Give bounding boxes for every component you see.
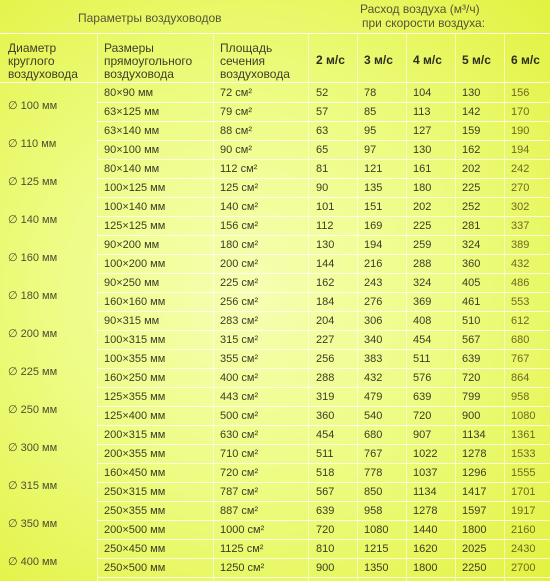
flow-cell-6ms: 1361 [511, 429, 536, 441]
flow-cell-2ms: 518 [316, 467, 335, 479]
flow-cell-2ms: 81 [316, 163, 329, 175]
header-divider [0, 33, 550, 34]
area-cell: 225 см² [220, 277, 259, 289]
column-divider [97, 35, 98, 581]
rect-size-cell: 63×140 мм [104, 125, 160, 137]
area-cell: 443 см² [220, 391, 259, 403]
rect-size-cell: 160×250 мм [104, 372, 166, 384]
row-divider [97, 425, 550, 426]
flow-cell-5ms: 2250 [462, 562, 487, 574]
flow-cell-2ms: 639 [316, 505, 335, 517]
flow-cell-3ms: 121 [364, 163, 383, 175]
flow-cell-2ms: 52 [316, 87, 329, 99]
flow-cell-6ms: 389 [511, 239, 530, 251]
flow-cell-3ms: 216 [364, 258, 383, 270]
rect-header-line: воздуховода [104, 67, 174, 81]
area-header-line: воздуховода [220, 67, 290, 81]
flow-cell-4ms: 113 [413, 106, 431, 118]
rect-size-cell: 80×90 мм [104, 87, 154, 99]
column-divider [455, 33, 456, 581]
flow-cell-5ms: 360 [462, 258, 481, 270]
flow-cell-3ms: 479 [364, 391, 383, 403]
flow-cell-4ms: 1278 [413, 505, 438, 517]
flow-cell-5ms: 639 [462, 353, 481, 365]
row-divider [97, 463, 550, 464]
flow-cell-6ms: 1080 [511, 410, 536, 422]
area-cell: 315 см² [220, 334, 259, 346]
area-cell: 125 см² [220, 182, 259, 194]
row-divider [97, 368, 550, 369]
row-divider [97, 254, 550, 255]
rect-size-cell: 250×500 мм [104, 562, 166, 574]
flow-cell-6ms: 302 [511, 201, 530, 213]
rect-size-cell: 125×125 мм [104, 220, 166, 232]
flow-cell-3ms: 85 [364, 106, 377, 118]
area-cell: 1250 см² [220, 562, 265, 574]
diameter-cell: ∅ 100 мм [8, 100, 58, 112]
flow-cell-2ms: 90 [316, 182, 329, 194]
row-divider [97, 349, 550, 350]
row-divider [97, 102, 550, 103]
speed-header-4: 4 м/с [413, 53, 442, 67]
area-cell: 787 см² [220, 486, 259, 498]
diameter-cell: ∅ 180 мм [8, 290, 58, 302]
diameter-cell: ∅ 315 мм [8, 480, 58, 492]
area-header-line: Площадь [220, 41, 273, 55]
flow-cell-4ms: 1440 [413, 524, 438, 536]
flow-cell-2ms: 57 [316, 106, 329, 118]
rect-header-line: прямоугольного [104, 54, 193, 68]
speed-header-5: 5 м/с [462, 53, 491, 67]
row-divider [97, 121, 550, 122]
flow-cell-6ms: 432 [511, 258, 530, 270]
area-cell: 256 см² [220, 296, 259, 308]
area-cell: 140 см² [220, 201, 259, 213]
flow-cell-4ms: 1134 [413, 486, 437, 498]
flow-cell-3ms: 169 [364, 220, 383, 232]
rect-size-cell: 90×100 мм [104, 144, 160, 156]
column-divider [504, 33, 505, 581]
flow-cell-3ms: 958 [364, 505, 383, 517]
column-divider [357, 33, 358, 581]
flow-cell-4ms: 1800 [413, 562, 438, 574]
flow-cell-4ms: 369 [413, 296, 432, 308]
flow-cell-3ms: 1215 [364, 543, 389, 555]
speed-header-3: 3 м/с [364, 53, 393, 67]
diameter-header-line: круглого [8, 54, 55, 68]
flow-cell-4ms: 511 [413, 353, 431, 365]
flow-cell-2ms: 65 [316, 144, 329, 156]
diameter-cell: ∅ 400 мм [8, 556, 58, 568]
flow-cell-2ms: 319 [316, 391, 335, 403]
flow-cell-2ms: 227 [316, 334, 335, 346]
area-cell: 400 см² [220, 372, 259, 384]
flow-cell-6ms: 337 [511, 220, 530, 232]
flow-cell-4ms: 720 [413, 410, 432, 422]
diameter-cell: ∅ 125 мм [8, 176, 58, 188]
area-header-line: сечения [220, 54, 266, 68]
flow-cell-2ms: 720 [316, 524, 335, 536]
flow-cell-3ms: 1080 [364, 524, 389, 536]
flow-cell-4ms: 1620 [413, 543, 438, 555]
row-divider [97, 311, 550, 312]
flow-cell-3ms: 97 [364, 144, 377, 156]
flow-cell-4ms: 161 [413, 163, 432, 175]
area-cell: 710 см² [220, 448, 259, 460]
rect-size-cell: 90×200 мм [104, 239, 160, 251]
rect-size-cell: 200×500 мм [104, 524, 166, 536]
row-divider [97, 406, 550, 407]
flow-cell-6ms: 1917 [511, 505, 536, 517]
area-cell: 79 см² [220, 106, 253, 118]
flow-cell-3ms: 340 [364, 334, 383, 346]
flow-cell-5ms: 461 [462, 296, 481, 308]
row-divider [97, 482, 550, 483]
row-divider [97, 520, 550, 521]
area-cell: 72 см² [220, 87, 253, 99]
flow-group-subheader: при скорости воздуха: [362, 16, 486, 30]
flow-cell-6ms: 170 [511, 106, 530, 118]
flow-cell-4ms: 408 [413, 315, 432, 327]
flow-cell-6ms: 1701 [511, 486, 536, 498]
flow-cell-3ms: 850 [364, 486, 383, 498]
flow-cell-4ms: 639 [413, 391, 432, 403]
diameter-cell: ∅ 140 мм [8, 214, 58, 226]
flow-cell-2ms: 567 [316, 486, 335, 498]
rect-size-cell: 100×140 мм [104, 201, 166, 213]
area-cell: 88 см² [220, 125, 253, 137]
flow-cell-3ms: 78 [364, 87, 377, 99]
flow-cell-4ms: 324 [413, 277, 432, 289]
area-cell: 112 см² [220, 163, 258, 175]
flow-cell-5ms: 1417 [462, 486, 487, 498]
rect-size-cell: 100×315 мм [104, 334, 166, 346]
flow-cell-4ms: 104 [413, 87, 432, 99]
flow-cell-5ms: 202 [462, 163, 481, 175]
flow-cell-5ms: 720 [462, 372, 481, 384]
flow-cell-3ms: 1350 [364, 562, 389, 574]
rect-size-cell: 160×160 мм [104, 296, 166, 308]
diameter-cell: ∅ 300 мм [8, 442, 58, 454]
params-group-header: Параметры воздуховодов [78, 11, 222, 25]
flow-cell-3ms: 680 [364, 429, 383, 441]
area-cell: 180 см² [220, 239, 259, 251]
rect-size-cell: 200×355 мм [104, 448, 166, 460]
flow-cell-5ms: 1134 [462, 429, 486, 441]
rect-size-cell: 100×200 мм [104, 258, 166, 270]
rect-size-cell: 80×140 мм [104, 163, 160, 175]
area-cell: 283 см² [220, 315, 259, 327]
flow-cell-5ms: 142 [462, 106, 481, 118]
flow-cell-4ms: 259 [413, 239, 432, 251]
area-column-header [220, 42, 290, 81]
flow-cell-4ms: 130 [413, 144, 432, 156]
flow-cell-3ms: 243 [364, 277, 383, 289]
flow-cell-4ms: 225 [413, 220, 432, 232]
row-divider [97, 273, 550, 274]
flow-cell-3ms: 151 [364, 201, 383, 213]
flow-cell-3ms: 135 [364, 182, 383, 194]
area-cell: 887 см² [220, 505, 259, 517]
row-divider [97, 577, 550, 578]
row-divider [97, 501, 550, 502]
flow-cell-4ms: 907 [413, 429, 432, 441]
diameter-header-line: Диаметр [8, 41, 57, 55]
flow-cell-6ms: 553 [511, 296, 530, 308]
row-divider [97, 292, 550, 293]
flow-cell-2ms: 360 [316, 410, 335, 422]
flow-cell-5ms: 225 [462, 182, 481, 194]
flow-cell-3ms: 95 [364, 125, 377, 137]
flow-cell-3ms: 432 [364, 372, 383, 384]
row-divider [97, 197, 550, 198]
rect-size-cell: 63×125 мм [104, 106, 160, 118]
flow-cell-2ms: 256 [316, 353, 335, 365]
row-divider [97, 216, 550, 217]
row-divider [97, 178, 550, 179]
flow-cell-4ms: 202 [413, 201, 432, 213]
flow-cell-5ms: 324 [462, 239, 481, 251]
flow-cell-5ms: 799 [462, 391, 481, 403]
area-cell: 200 см² [220, 258, 259, 270]
flow-cell-4ms: 127 [413, 125, 432, 137]
rect-size-cell: 200×315 мм [104, 429, 166, 441]
flow-cell-6ms: 270 [511, 182, 530, 194]
area-cell: 156 см² [220, 220, 259, 232]
flow-cell-2ms: 184 [316, 296, 335, 308]
flow-cell-3ms: 778 [364, 467, 383, 479]
flow-cell-3ms: 194 [364, 239, 383, 251]
diameter-cell: ∅ 250 мм [8, 404, 58, 416]
flow-cell-3ms: 767 [364, 448, 383, 460]
flow-cell-4ms: 288 [413, 258, 432, 270]
flow-cell-5ms: 252 [462, 201, 481, 213]
flow-cell-6ms: 1555 [511, 467, 536, 479]
area-cell: 1000 см² [220, 524, 265, 536]
column-divider [213, 35, 214, 581]
flow-group-header: Расход воздуха (м³/ч) [360, 2, 480, 16]
row-divider [97, 558, 550, 559]
flow-cell-5ms: 1800 [462, 524, 487, 536]
flow-cell-3ms: 540 [364, 410, 383, 422]
row-divider [97, 330, 550, 331]
flow-cell-4ms: 454 [413, 334, 432, 346]
flow-cell-6ms: 1533 [511, 448, 536, 460]
diameter-cell: ∅ 200 мм [8, 328, 58, 340]
flow-cell-2ms: 162 [316, 277, 335, 289]
area-cell: 1125 см² [220, 543, 264, 555]
flow-cell-6ms: 767 [511, 353, 530, 365]
diameter-cell: ∅ 110 мм [8, 138, 57, 150]
flow-cell-5ms: 900 [462, 410, 481, 422]
flow-cell-5ms: 281 [462, 220, 481, 232]
flow-cell-6ms: 864 [511, 372, 530, 384]
flow-cell-5ms: 510 [462, 315, 481, 327]
flow-cell-6ms: 612 [511, 315, 530, 327]
flow-cell-6ms: 958 [511, 391, 530, 403]
rect-size-cell: 100×355 мм [104, 353, 166, 365]
flow-cell-2ms: 63 [316, 125, 329, 137]
diameter-cell: ∅ 225 мм [8, 366, 58, 378]
row-divider [97, 159, 550, 160]
flow-cell-5ms: 405 [462, 277, 481, 289]
flow-cell-2ms: 144 [316, 258, 335, 270]
row-divider [97, 140, 550, 141]
diameter-cell: ∅ 160 мм [8, 252, 58, 264]
area-cell: 500 см² [220, 410, 259, 422]
flow-cell-6ms: 486 [511, 277, 530, 289]
area-cell: 720 см² [220, 467, 259, 479]
flow-cell-2ms: 511 [316, 448, 334, 460]
flow-cell-5ms: 567 [462, 334, 481, 346]
rect-size-cell: 250×450 мм [104, 543, 166, 555]
row-divider [97, 539, 550, 540]
flow-cell-4ms: 1037 [413, 467, 438, 479]
rect-size-column-header [104, 42, 192, 81]
flow-cell-6ms: 680 [511, 334, 530, 346]
flow-cell-2ms: 130 [316, 239, 335, 251]
rect-size-cell: 250×315 мм [104, 486, 166, 498]
diameter-column-header [8, 42, 78, 81]
area-cell: 355 см² [220, 353, 259, 365]
flow-cell-5ms: 159 [462, 125, 481, 137]
speed-header-2: 2 м/с [316, 53, 345, 67]
flow-cell-6ms: 190 [511, 125, 530, 137]
column-divider [308, 33, 309, 581]
flow-cell-2ms: 204 [316, 315, 335, 327]
row-divider [97, 387, 550, 388]
rect-size-cell: 250×355 мм [104, 505, 166, 517]
diameter-header-line: воздуховода [8, 67, 78, 81]
flow-cell-2ms: 112 [316, 220, 334, 232]
rect-size-cell: 90×250 мм [104, 277, 160, 289]
flow-cell-5ms: 1278 [462, 448, 487, 460]
flow-cell-2ms: 101 [316, 201, 335, 213]
row-divider [97, 235, 550, 236]
rect-size-cell: 125×400 мм [104, 410, 166, 422]
flow-cell-4ms: 180 [413, 182, 432, 194]
flow-cell-6ms: 2700 [511, 562, 536, 574]
rect-size-cell: 160×450 мм [104, 467, 166, 479]
flow-cell-5ms: 162 [462, 144, 481, 156]
area-cell: 630 см² [220, 429, 259, 441]
flow-cell-2ms: 454 [316, 429, 335, 441]
flow-cell-5ms: 130 [462, 87, 481, 99]
flow-cell-6ms: 194 [511, 144, 530, 156]
flow-cell-3ms: 306 [364, 315, 383, 327]
column-divider [406, 33, 407, 581]
diameter-cell: ∅ 350 мм [8, 518, 58, 530]
flow-cell-5ms: 2025 [462, 543, 487, 555]
flow-cell-6ms: 2160 [511, 524, 536, 536]
speed-header-6: 6 м/с [511, 53, 540, 67]
flow-cell-3ms: 383 [364, 353, 383, 365]
row-divider [97, 444, 550, 445]
flow-cell-6ms: 2430 [511, 543, 536, 555]
flow-cell-5ms: 1597 [462, 505, 487, 517]
flow-cell-6ms: 156 [511, 87, 530, 99]
rect-size-cell: 90×315 мм [104, 315, 160, 327]
rect-size-cell: 100×125 мм [104, 182, 166, 194]
flow-cell-2ms: 288 [316, 372, 335, 384]
rect-header-line: Размеры [104, 41, 154, 55]
flow-cell-4ms: 1022 [413, 448, 438, 460]
flow-cell-6ms: 242 [511, 163, 530, 175]
flow-cell-4ms: 576 [413, 372, 432, 384]
flow-cell-3ms: 276 [364, 296, 383, 308]
flow-cell-5ms: 1296 [462, 467, 487, 479]
header-bottom-divider [0, 82, 550, 83]
flow-cell-2ms: 900 [316, 562, 335, 574]
flow-cell-2ms: 810 [316, 543, 335, 555]
area-cell: 90 см² [220, 144, 253, 156]
rect-size-cell: 125×355 мм [104, 391, 166, 403]
